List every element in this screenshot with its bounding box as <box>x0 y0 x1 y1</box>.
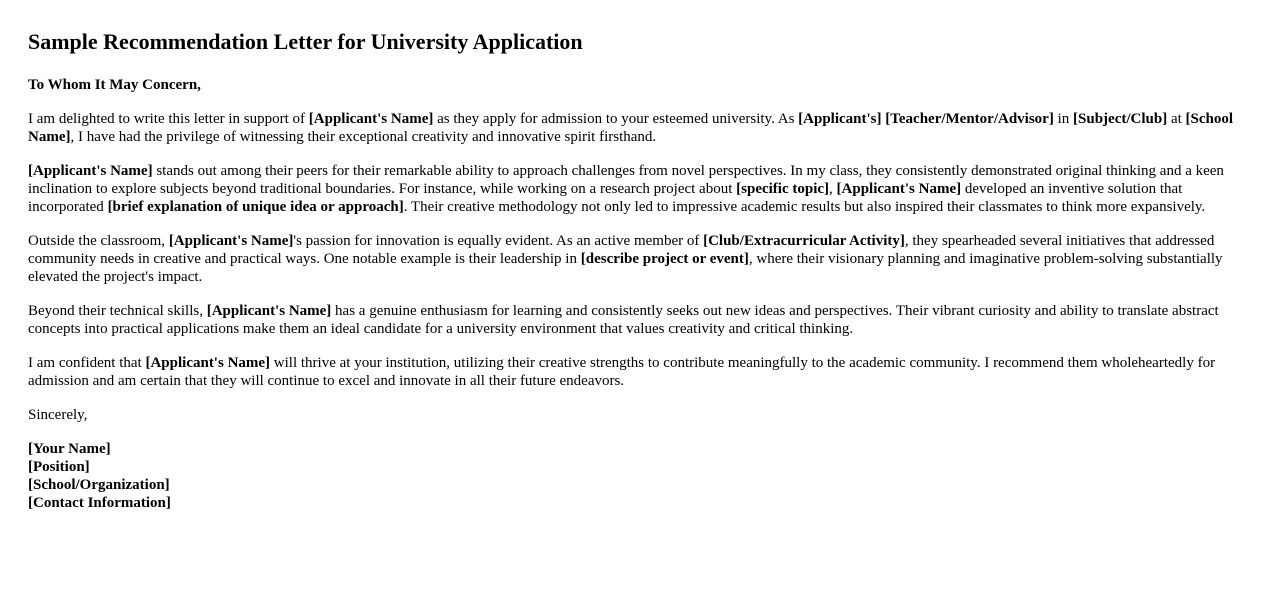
text-run: at <box>1167 111 1186 127</box>
placeholder-field: [brief explanation of unique idea or approach] <box>107 199 404 215</box>
text-run: , where their visionary planning and imaginative problem-solving substantially elevated the project's impact. <box>28 251 1223 285</box>
text-run: will thrive at your institution, utilizing their creative strengths to contribute meaningfully to the academic community. I recommend them wholeheartedly for admission and am certain that they will continue to excel and innovate in all their future endeavors. <box>28 355 1216 389</box>
text-run: stands out among their peers for their remarkable ability to approach challenges from novel perspectives. In my class, they consistently demonstrated original thinking and a keen inclination to explore subjects beyond traditional boundaries. For instance, while working on a research project about <box>28 163 1224 197</box>
text-run: , they spearheaded several initiatives that addressed community needs in creative and practical ways. One notable example is their leadership in <box>28 233 1215 267</box>
text-run: . Their creative methodology not only led to impressive academic results but also inspired their classmates to think more expansively. <box>403 199 1206 215</box>
text-run: developed an inventive solution that incorporated <box>28 181 1183 215</box>
signature-name: [Your Name] <box>28 441 111 457</box>
placeholder-field: [Teacher/Mentor/Advisor] <box>885 111 1054 127</box>
letter-paragraph-1 <box>28 110 1250 146</box>
placeholder-field: [School Name] <box>28 111 1234 145</box>
page-title: Sample Recommendation Letter for University Application <box>28 29 583 54</box>
text-run: Outside the classroom, <box>28 233 169 249</box>
signature-position: [Position] <box>28 459 90 475</box>
placeholder-field: [specific topic] <box>736 181 830 197</box>
letter-paragraph-2 <box>28 162 1250 216</box>
letter-paragraph-4 <box>28 302 1250 338</box>
text-run: Beyond their technical skills, <box>28 303 207 319</box>
placeholder-field: [Applicant's Name] <box>145 355 271 371</box>
text-run: as they apply for admission to your esteemed university. As <box>433 111 799 127</box>
placeholder-field: [Applicant's Name] <box>308 111 434 127</box>
text-run: in <box>1053 111 1074 127</box>
placeholder-field: [Applicant's Name] <box>28 163 153 179</box>
text-run: 's passion for innovation is equally evident. As an active member of <box>293 233 704 249</box>
signature-contact: [Contact Information] <box>28 495 171 511</box>
placeholder-field: [describe project or event] <box>580 251 749 267</box>
text-run: I am delighted to write this letter in support of <box>28 111 309 127</box>
letter-paragraph-5 <box>28 354 1250 390</box>
letter-document <box>28 0 1250 512</box>
text-run: , <box>829 181 837 197</box>
placeholder-field: [Applicant's Name] <box>206 303 332 319</box>
placeholder-field: [Club/Extracurricular Activity] <box>703 233 905 249</box>
closing: Sincerely, <box>28 407 88 423</box>
placeholder-field: [Subject/Club] <box>1073 111 1168 127</box>
placeholder-field: [Applicant's] <box>798 111 882 127</box>
text-run: , I have had the privilege of witnessing their exceptional creativity and innovative spirit firsthand. <box>70 129 657 145</box>
salutation: To Whom It May Concern, <box>28 77 201 93</box>
placeholder-field: [Applicant's Name] <box>836 181 962 197</box>
signature-block <box>28 440 1250 512</box>
signature-organization: [School/Organization] <box>28 477 170 493</box>
text-run: has a genuine enthusiasm for learning and consistently seeks out new ideas and perspectives. Their vibrant curiosity and ability to translate abstract concepts into practical applications make them an ideal candidate for a university environment that values creativity and critical thinking. <box>28 303 1219 337</box>
text-run: I am confident that <box>28 355 146 371</box>
placeholder-field: [Applicant's Name] <box>168 233 294 249</box>
letter-paragraph-3 <box>28 232 1250 286</box>
